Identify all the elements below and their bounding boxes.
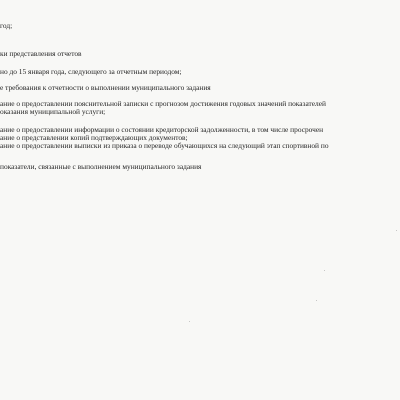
text-line-supporting-documents: ание о представлении копий подтверждающих документов; <box>0 133 188 142</box>
text-line-reporting-requirements: е требования к отчетности о выполнении муниципального задания <box>0 83 211 92</box>
text-line-accounts-payable: ание о предоставлении информации о состоянии кредиторской задолженности, в том числе просрочен <box>0 125 324 134</box>
text-line-deadline-date: но до 15 января года, следующего за отчетным периодом; <box>0 67 182 76</box>
text-line-explanatory-note: ание о предоставлении пояснительной записки с прогнозом достижения годовых значений показателей <box>0 99 326 108</box>
text-line-other-indicators: показатели, связанные с выполнением муниципального задания <box>0 162 202 171</box>
scan-speck <box>189 321 190 322</box>
scan-speck <box>316 300 317 301</box>
text-line-reporting-deadlines: ки представления отчетов <box>0 49 82 58</box>
text-line-year: год; <box>0 21 13 30</box>
scan-speck <box>324 270 325 271</box>
text-line-municipal-service: оказания муниципальной услуги; <box>0 107 106 116</box>
text-line-order-extract: ание о предоставлении выписки из приказа о переводе обучающихся на следующий этап спортивной по <box>0 141 329 150</box>
scan-speck <box>396 230 397 231</box>
